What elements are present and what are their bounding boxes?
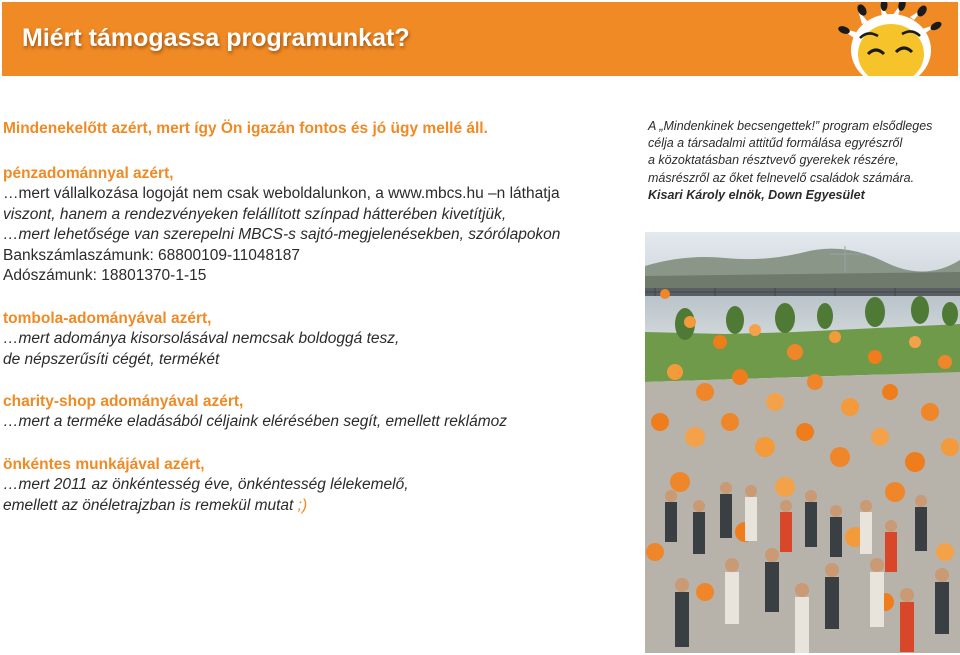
quote-line-2: célja a társadalmi attitűd formálása egyrészről (648, 136, 903, 151)
money-line-1: …mert vállalkozása logoját nem csak weboldalunkon, a www.mbcs.hu –n láthatja (3, 185, 560, 202)
volunteer-line-2-text: emellett az önéletrajzban is remekül mutat (3, 496, 294, 514)
bank-account: Bankszámlaszámunk: 68800109-11048187 (3, 246, 300, 264)
section-tombola-donation (3, 308, 633, 370)
intro-statement: Mindenekelőtt azért, mert így Ön igazán fontos és jó ügy mellé áll. (3, 120, 488, 137)
charity-line-1: …mert a terméke eladásából céljaink elérésében segít, emellett reklámoz (3, 413, 507, 430)
section-charity-shop (3, 391, 633, 433)
quote-line-4: másrészről az őket felnevelő családok számára. (648, 170, 915, 185)
section-money-donation (3, 163, 633, 287)
charity-heading: charity-shop adományával azért, (3, 393, 244, 410)
tax-number: Adószámunk: 18801370-1-15 (3, 267, 207, 284)
tombola-heading: tombola-adományával azért, (3, 310, 212, 327)
volunteer-line-2 (3, 496, 633, 517)
quote-line-3: a közoktatásban résztvevő gyerekek részére, (648, 153, 899, 168)
sun-icon (798, 2, 958, 76)
volunteer-heading: önkéntes munkájával azért, (3, 456, 205, 473)
volunteer-line-1: …mert 2011 az önkéntesség éve, önkéntesség lélekemelő, (3, 476, 409, 493)
page-title: Miért támogassa programunkat? (22, 24, 410, 52)
tombola-line-2: de népszerűsíti cégét, termékét (3, 350, 220, 368)
wink-emoticon: ;) (297, 496, 308, 514)
quote-block (648, 118, 960, 204)
quote-line-1: A „Mindenkinek becsengettek!” program elsődleges (648, 119, 933, 133)
header-banner (2, 2, 958, 76)
money-heading: pénzadománnyal azért, (3, 165, 174, 182)
money-line-2: viszont, hanem a rendezvényeken felállított színpad hátterében kivetítjük, (3, 205, 507, 223)
photo-illustration (645, 232, 960, 653)
quote-author: Kisari Károly elnök, Down Egyesület (648, 187, 865, 202)
section-volunteer-work (3, 454, 633, 516)
balloon-crowd-photo (645, 232, 960, 653)
tombola-line-1: …mert adománya kisorsolásával nemcsak boldoggá tesz, (3, 330, 400, 347)
money-line-3: …mert lehetősége van szerepelni MBCS-s sajtó-megjelenésekben, szórólapokon (3, 226, 561, 243)
